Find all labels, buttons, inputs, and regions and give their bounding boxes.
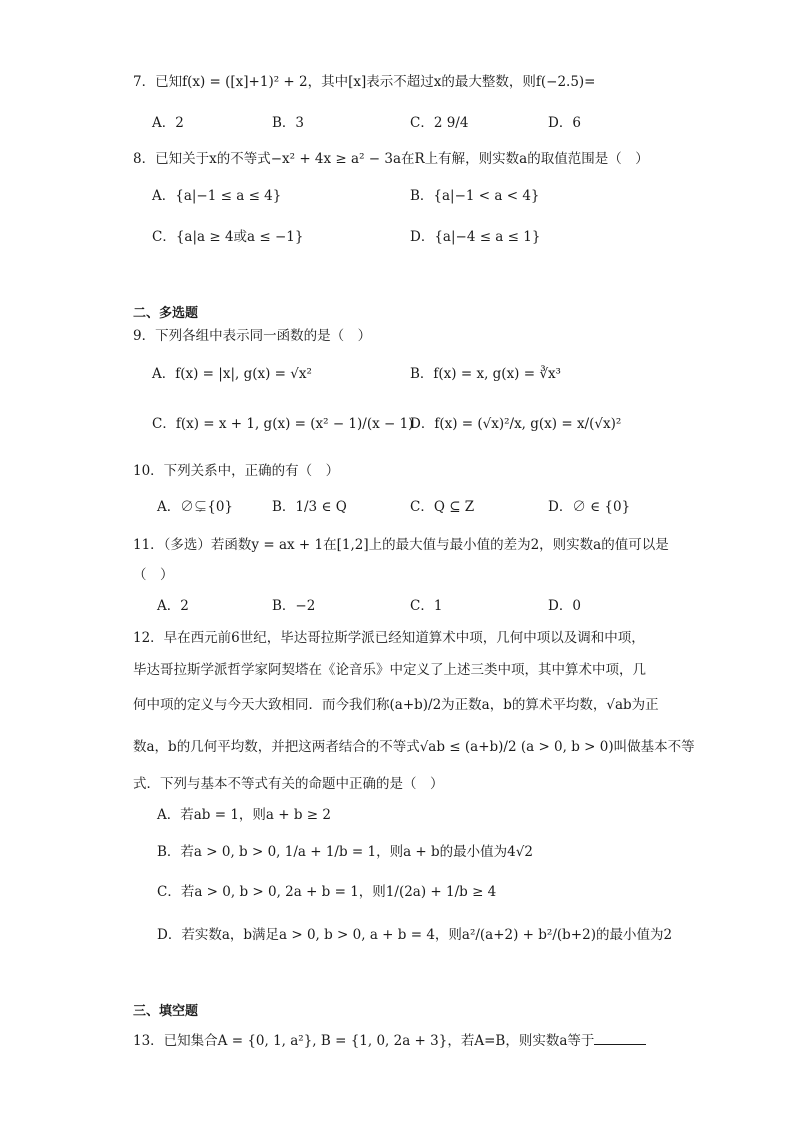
q7-option-c[interactable]: C．2 9/4	[410, 115, 469, 131]
q8-option-b[interactable]: B．{a|−1 < a < 4}	[410, 188, 540, 204]
q12-option-b-row	[0, 842, 794, 864]
q8-option-d[interactable]: D．{a|−4 ≤ a ≤ 1}	[410, 229, 541, 245]
q12-option-c[interactable]: C．若a > 0, b > 0, 2a + b = 1，则1/(2a) + 1/b ≥ 4	[157, 884, 497, 900]
q9-stem: 9．下列各组中表示同一函数的是（ ）	[133, 328, 372, 344]
q12-option-b[interactable]: B．若a > 0, b > 0, 1/a + 1/b = 1，则a + b的最小值为4√2	[157, 844, 533, 860]
q7-option-a[interactable]: A．2	[152, 115, 184, 131]
section-fill-in-heading: 三、填空题	[133, 1004, 199, 1019]
q9-option-c[interactable]: C．f(x) = x + 1, g(x) = (x² − 1)/(x − 1)	[152, 416, 414, 432]
q9-option-a[interactable]: A．f(x) = |x|, g(x) = √x²	[152, 366, 312, 382]
q12-stem-line4: 数a，b的几何平均数，并把这两者结合的不等式√ab ≤ (a+b)/2 (a > 0, b > 0)叫做基本不等	[133, 739, 695, 755]
q11-option-b[interactable]: B．−2	[272, 598, 316, 614]
q8-options-row2	[0, 227, 794, 249]
q11-stem-line2: （ ）	[133, 567, 174, 583]
q8-option-a[interactable]: A．{a|−1 ≤ a ≤ 4}	[152, 188, 282, 204]
q12-option-d[interactable]: D．若实数a，b满足a > 0, b > 0, a + b = 4，则a²/(a+2) + b²/(b+2)的最小值为2	[157, 927, 673, 943]
q10-option-d[interactable]: D．∅ ∈ {0}	[548, 499, 631, 515]
q11-option-c[interactable]: C．1	[410, 598, 443, 614]
q13-answer-blank[interactable]	[594, 1030, 646, 1045]
q12-option-d-row	[0, 925, 794, 947]
q7-stem: 7．已知f(x) = ([x]+1)² + 2，其中[x]表示不超过x的最大整数，则f(−2.5)=	[133, 74, 596, 90]
q7-options	[0, 113, 794, 135]
q11-option-a[interactable]: A．2	[157, 598, 189, 614]
q11-options	[0, 596, 794, 618]
q7-option-b[interactable]: B．3	[272, 115, 305, 131]
q12-option-a[interactable]: A．若ab = 1，则a + b ≥ 2	[157, 807, 331, 823]
q9-option-d[interactable]: D．f(x) = (√x)²/x, g(x) = x/(√x)²	[410, 416, 622, 432]
q10-option-c[interactable]: C．Q ⊆ Z	[410, 499, 475, 515]
q12-stem-line5: 式．下列与基本不等式有关的命题中正确的是（ ）	[133, 776, 444, 792]
q8-option-c[interactable]: C．{a|a ≥ 4或a ≤ −1}	[152, 229, 304, 245]
q8-options-row1	[0, 186, 794, 208]
q9-options-row2	[0, 414, 794, 436]
q13-stem: 13．已知集合A = {0, 1, a²}, B = {1, 0, 2a + 3}，若A=B，则实数a等于	[133, 1033, 595, 1049]
q12-stem-line3: 何中项的定义与今天大致相同．而今我们称(a+b)/2为正数a，b的算术平均数，√ab为正	[133, 697, 659, 713]
q12-stem-line2: 毕达哥拉斯学派哲学家阿契塔在《论音乐》中定义了上述三类中项，其中算术中项，几	[133, 662, 646, 678]
q8-stem: 8．已知关于x的不等式−x² + 4x ≥ a² − 3a在R上有解，则实数a的取值范围是（ ）	[133, 151, 649, 167]
section-multiple-choice-heading: 二、多选题	[133, 306, 199, 321]
q10-options	[0, 497, 794, 519]
q12-option-c-row	[0, 882, 794, 904]
q9-option-b[interactable]: B．f(x) = x, g(x) = ∛x³	[410, 366, 561, 382]
q10-option-b[interactable]: B．1/3 ∈ Q	[272, 499, 347, 515]
q12-option-a-row	[0, 805, 794, 827]
q13-line	[133, 1030, 646, 1051]
q9-options-row1	[0, 364, 794, 386]
q7-option-d[interactable]: D．6	[548, 115, 581, 131]
q11-stem-line1: 11．（多选）若函数y = ax + 1在[1,2]上的最大值与最小值的差为2，则实数a的值可以是	[133, 537, 669, 553]
q10-option-a[interactable]: A．∅⊊{0}	[157, 499, 234, 515]
q10-stem: 10．下列关系中，正确的有（ ）	[133, 463, 340, 479]
q11-option-d[interactable]: D．0	[548, 598, 581, 614]
q12-stem-line1: 12．早在西元前6世纪，毕达哥拉斯学派已经知道算术中项，几何中项以及调和中项，	[133, 630, 645, 646]
